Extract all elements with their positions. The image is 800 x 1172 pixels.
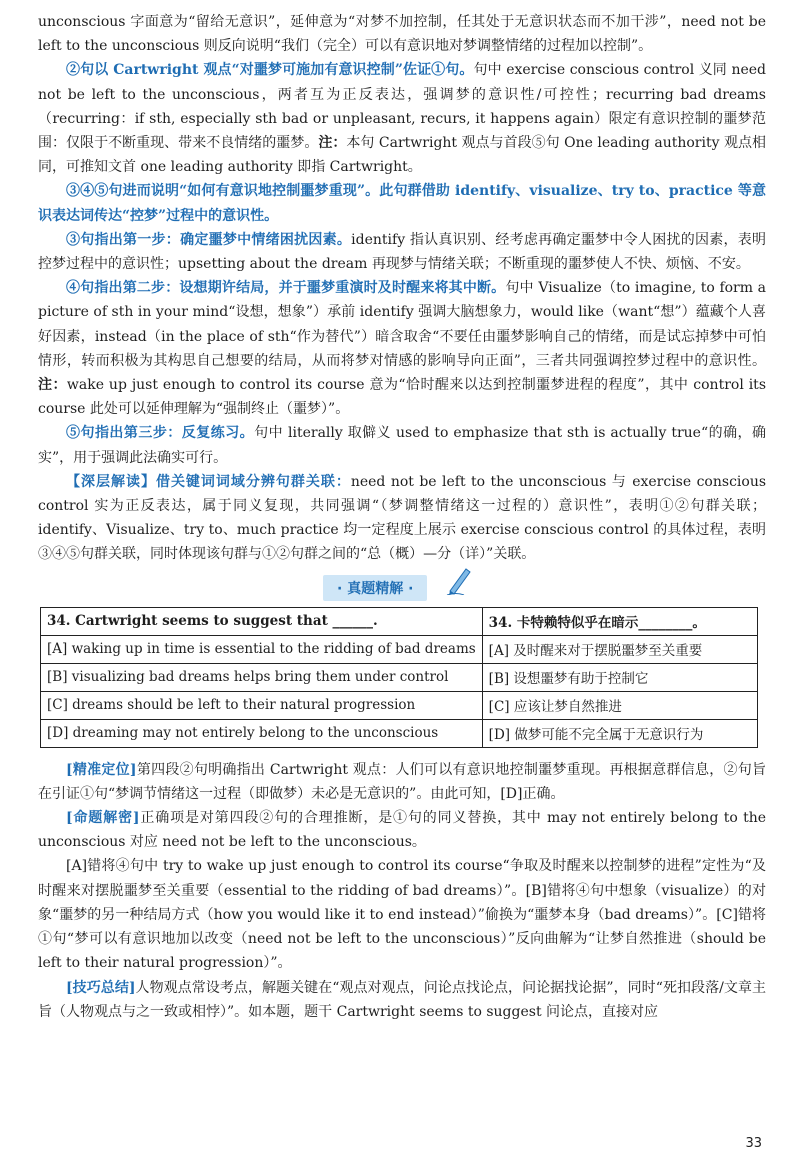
analysis-skill-summary-text: 人物观点常设考点，解题关键在“观点对观点，问论点找论点，问论据找论据”，同时“死扣段落/文章主旨（人物观点与之一致或相悖）”。如本题，题干 Cartwright seems to suggest 问论点，直接对应	[38, 979, 767, 1020]
option-d-en: [D] dreaming may not entirely belong to the unconscious	[41, 719, 483, 747]
paragraph-5-heading: ④句指出第二步：设想期许结局，并于噩梦重演时及时醒来将其中断。	[66, 280, 506, 297]
paragraph-2-body: 句中 exercise conscious control 义同 need not be left to the unconscious，两者互为正反表达，强调梦的意识性/可控性；recurring bad dreams（recurring：if sth, especially sth bad or unpleasant, recurs, it happens again）限定有意识控制的噩梦范围：仅限于不断重现、带来不良情绪的噩梦。	[38, 62, 766, 152]
paragraph-4-heading: ③句指出第一步：确定噩梦中情绪困扰因素。	[66, 231, 352, 248]
question-stem-cn: 34. 卡特赖特似乎在暗示________。	[482, 607, 757, 635]
paragraph-4	[38, 228, 766, 276]
option-b-cn: [B] 设想噩梦有助于控制它	[482, 663, 757, 691]
paragraph-5	[38, 276, 766, 421]
option-c-en: [C] dreams should be left to their natural progression	[41, 691, 483, 719]
paragraph-5-note: wake up just enough to control its course 意为“恰时醒来以达到控制噩梦进程的程度”，其中 control its course 此处可以延伸理解为“强制终止（噩梦）”。	[38, 377, 766, 418]
deep-reading-tag: 【深层解读】	[66, 473, 156, 490]
paragraph-6-heading: ⑤句指出第三步：反复练习。	[66, 425, 255, 442]
option-b-en: [B] visualizing bad dreams helps bring them under control	[41, 663, 483, 691]
analysis-skill-summary	[38, 976, 766, 1024]
paragraph-4-body: identify 指认真识别、经考虑再确定噩梦中令人困扰的因素，表明控梦过程中的意识性；upsetting about the dream 再现梦与情绪关联；不断重现的噩梦使人不快、烦恼、不安。	[38, 231, 767, 273]
analysis-question-decode-text: 正确项是对第四段②句的合理推断，是①句的同义替换，其中 may not entirely belong to the unconscious 对应 need not be left to the unconscious。	[38, 810, 767, 851]
section-banner	[38, 567, 766, 607]
analysis-question-decode-tag: [命题解密]	[66, 810, 140, 827]
page-number: 33	[745, 1136, 762, 1151]
option-row-a	[41, 635, 758, 663]
paragraph-2	[38, 58, 766, 179]
option-row-c	[41, 691, 758, 719]
paragraph-5-body: 句中 Visualize（to imagine, to form a picture of sth in your mind“设想，想象”）承前 identify 强调大脑想象力，would like（want“想”）蕴藏个人喜好因素，instead（in the place of sth“作为替代”）暗含取舍“不要任由噩梦影响自己的情绪，而是试忘掉梦中可怕情形，转而积极为其构思自己想要的结局，从而将梦对情感的影响导向正面”，三者共同强调控梦过程中的意识性。	[38, 280, 766, 369]
paragraph-2-note-label: 注：	[318, 135, 347, 152]
paragraph-2-heading: ②句以 Cartwright 观点“对噩梦可施加有意识控制”佐证①句。	[66, 62, 474, 79]
paragraph-2-note: 本句 Cartwright 观点与首段⑤句 One leading authority 观点相同，可推知文首 one leading authority 即指 Cartwright。	[38, 135, 766, 176]
paragraph-7-body: need not be left to the unconscious 与 exercise conscious control 实为正反表达，属于同义复现，共同强调“（梦调整情绪这一过程的）意识性”，表明①②句群关联；identify、Visualize、try to、much practice 均一定程度上展示 exercise conscious control 的具体过程，表明③④⑤句群关联，同时体现该句群与①②句群之间的“总（概）—分（详）”关联。	[38, 473, 767, 563]
paragraph-1: unconscious 字面意为“留给无意识”，延伸意为“对梦不加控制，任其处于无意识状态而不加干涉”，need not be left to the unconscious 则反向说明“我们（完全）可以有意识地对梦调整情绪的过程加以控制”。	[38, 14, 766, 55]
option-c-cn: [C] 应该让梦自然推进	[482, 691, 757, 719]
question-stem-en: 34. Cartwright seems to suggest that ______.	[41, 607, 483, 635]
paragraph-3-heading: ③④⑤句进而说明“如何有意识地控制噩梦重现”。此句群借助 identify、visualize、try to、practice 等意识表达词传达“控梦”过程中的意识性。	[38, 183, 766, 224]
paragraph-6-body: 句中 literally 取僻义 used to emphasize that sth is actually true“的确，确实”，用于强调此法确实可行。	[38, 425, 767, 466]
pencil-icon	[446, 565, 472, 599]
paragraph-5-note-label: 注：	[38, 377, 67, 394]
option-row-b	[41, 663, 758, 691]
analysis-precise-location-text: 第四段②句明确指出 Cartwright 观点：人们可以有意识地控制噩梦重现。再根据意群信息，②句旨在引证①句“梦调节情绪这一过程（即做梦）未必是无意识的”。由此可知，[D]正确。	[38, 761, 766, 802]
analysis-precise-location	[38, 758, 766, 806]
question-stem-row	[41, 607, 758, 635]
question-table	[40, 607, 758, 748]
option-row-d	[41, 719, 758, 747]
analysis-question-decode	[38, 806, 766, 854]
analysis-precise-location-tag: [精准定位]	[66, 761, 137, 778]
paragraph-7-heading: 借关键词词域分辨句群关联：	[155, 473, 351, 490]
option-d-cn: [D] 做梦可能不完全属于无意识行为	[482, 719, 757, 747]
paragraph-6	[38, 421, 766, 469]
option-a-cn: [A] 及时醒来对于摆脱噩梦至关重要	[482, 635, 757, 663]
section-banner-label: · 真题精解 ·	[323, 575, 427, 601]
page-content	[38, 10, 766, 1024]
paragraph-7	[38, 470, 766, 567]
analysis-skill-summary-tag: [技巧总结]	[66, 979, 136, 996]
option-a-en: [A] waking up in time is essential to the ridding of bad dreams	[41, 635, 483, 663]
analysis-distractors: [A]错将④句中 try to wake up just enough to control its course“争取及时醒来以控制梦的进程”定性为“及时醒来对摆脱噩梦至关重要（essential to the ridding of bad dreams）”。[B]错将④句中想象（visualize）的对象“噩梦的另一种结局方式（how you would like it to end instead）”偷换为“噩梦本身（bad dreams）”。[C]错将①句“梦可以有意识地加以改变（need not be left to the unconscious）”反向曲解为“让梦自然推进（should be left to their natural progression）”。	[38, 858, 766, 972]
